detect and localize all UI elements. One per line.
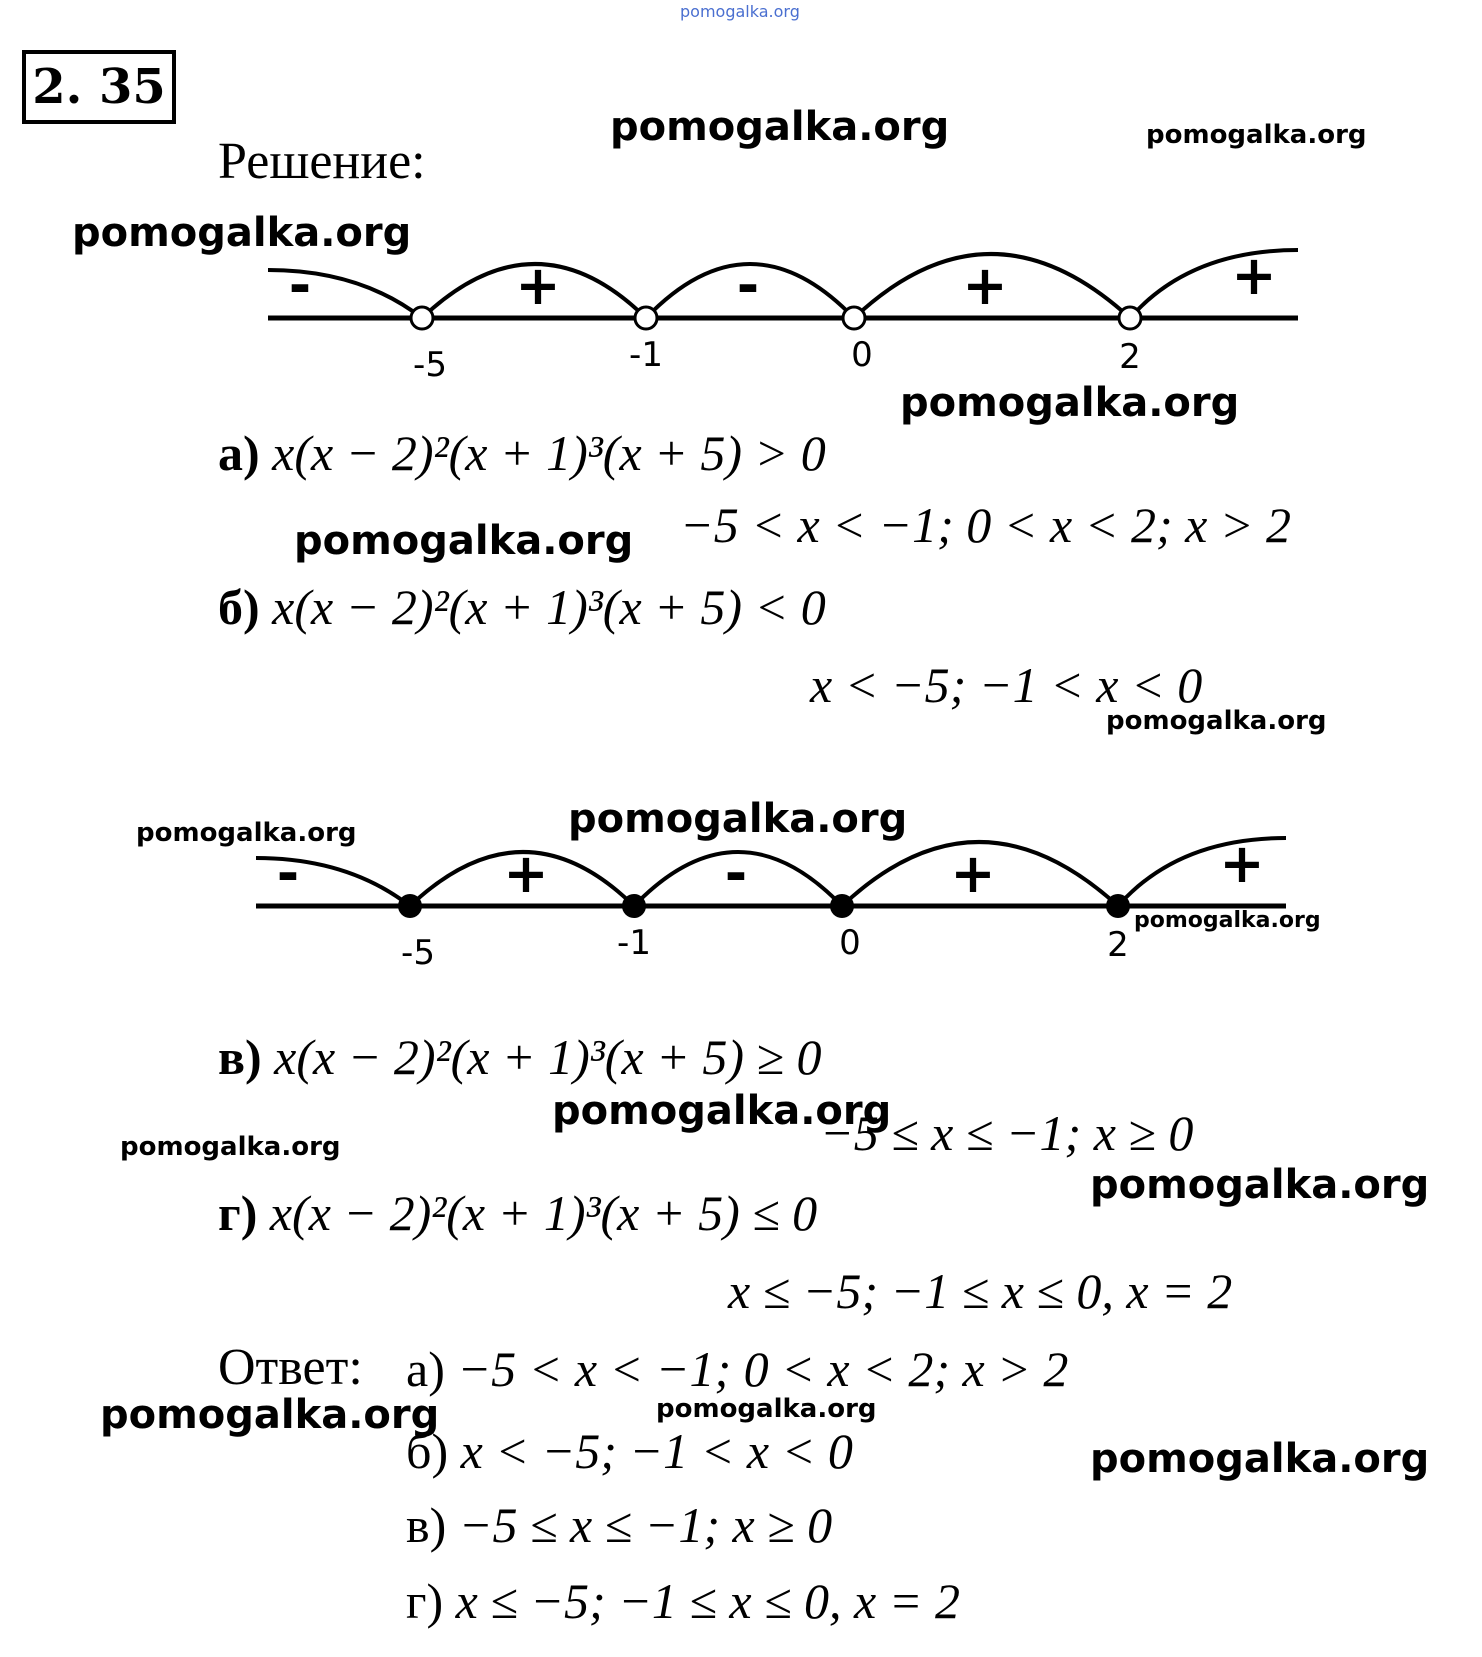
point-label: -5 [401,933,435,973]
watermark: pomogalka.org [1134,908,1321,933]
filled-point [830,894,854,918]
number-line-filled [0,818,1482,988]
watermark: pomogalka.org [552,1088,892,1134]
sign-label: + [1219,832,1265,895]
solution-a: −5 < x < −1; 0 < x < 2; x > 2 [680,497,1292,553]
inequality-b [218,578,826,636]
part-label: г) [218,1185,258,1241]
solution-g: x ≤ −5; −1 ≤ x ≤ 0, x = 2 [728,1263,1233,1319]
sign-label: + [950,842,996,905]
point-label: 2 [1119,337,1141,377]
watermark: pomogalka.org [136,818,357,848]
problem-number: 2. 35 [22,50,176,124]
watermark: pomogalka.org [120,1132,341,1162]
answer-item-v [406,1496,832,1554]
answer-item-label: в) [406,1497,447,1553]
filled-point [398,894,422,918]
answer-item-a [406,1340,1068,1398]
filled-point [1106,894,1130,918]
point-label: 0 [851,335,873,375]
part-label: б) [218,579,260,635]
solution-b: x < −5; −1 < x < 0 [810,657,1203,713]
sign-label: - [724,842,748,905]
part-label: в) [218,1029,262,1085]
answer-item-label: г) [406,1573,444,1629]
point-label: 2 [1107,925,1129,965]
sign-label: - [288,254,312,317]
answer-item-text: x ≤ −5; −1 ≤ x ≤ 0, x = 2 [455,1573,960,1629]
watermark: pomogalka.org [568,796,908,842]
open-point [635,307,657,329]
point-label: 0 [839,923,861,963]
sign-label: + [962,254,1008,317]
answer-label: Ответ: [218,1339,363,1396]
watermark-top: pomogalka.org [680,2,800,21]
answer-item-text: −5 ≤ x ≤ −1; x ≥ 0 [458,1497,833,1553]
number-line-open [0,230,1482,410]
watermark: pomogalka.org [1090,1162,1430,1208]
inequality-v [218,1028,821,1086]
expression: x(x − 2)²(x + 1)³(x + 5) ≥ 0 [274,1029,822,1085]
answer-item-label: б) [406,1423,449,1479]
open-point [1119,307,1141,329]
watermark: pomogalka.org [610,104,950,150]
answer-item-g [406,1572,960,1630]
sign-label: - [736,254,760,317]
inequality-g [218,1184,817,1242]
open-point [411,307,433,329]
watermark: pomogalka.org [1106,706,1327,736]
expression: x(x − 2)²(x + 1)³(x + 5) < 0 [272,579,826,635]
watermark: pomogalka.org [72,210,412,256]
answer-item-b [406,1422,853,1480]
sign-label: + [503,842,549,905]
watermark: pomogalka.org [294,518,634,564]
solution-v: −5 ≤ x ≤ −1; x ≥ 0 [820,1105,1194,1161]
point-label: -1 [629,335,663,375]
point-label: -5 [413,345,447,385]
sign-label: + [1231,244,1277,307]
filled-point [622,894,646,918]
part-label: а) [218,425,260,481]
point-label: -1 [617,923,651,963]
sign-label: - [276,842,300,905]
open-point [843,307,865,329]
expression: x(x − 2)²(x + 1)³(x + 5) ≤ 0 [269,1185,818,1241]
answer-item-label: а) [406,1341,445,1397]
sign-label: + [515,254,561,317]
inequality-a [218,424,826,482]
watermark: pomogalka.org [656,1394,877,1424]
watermark: pomogalka.org [1146,120,1367,150]
watermark: pomogalka.org [900,380,1240,426]
watermark: pomogalka.org [100,1392,440,1438]
answer-item-text: x < −5; −1 < x < 0 [460,1423,853,1479]
answer-item-text: −5 < x < −1; 0 < x < 2; x > 2 [457,1341,1069,1397]
watermark: pomogalka.org [1090,1436,1430,1482]
solution-heading: Решение: [218,133,426,190]
expression: x(x − 2)²(x + 1)³(x + 5) > 0 [272,425,826,481]
